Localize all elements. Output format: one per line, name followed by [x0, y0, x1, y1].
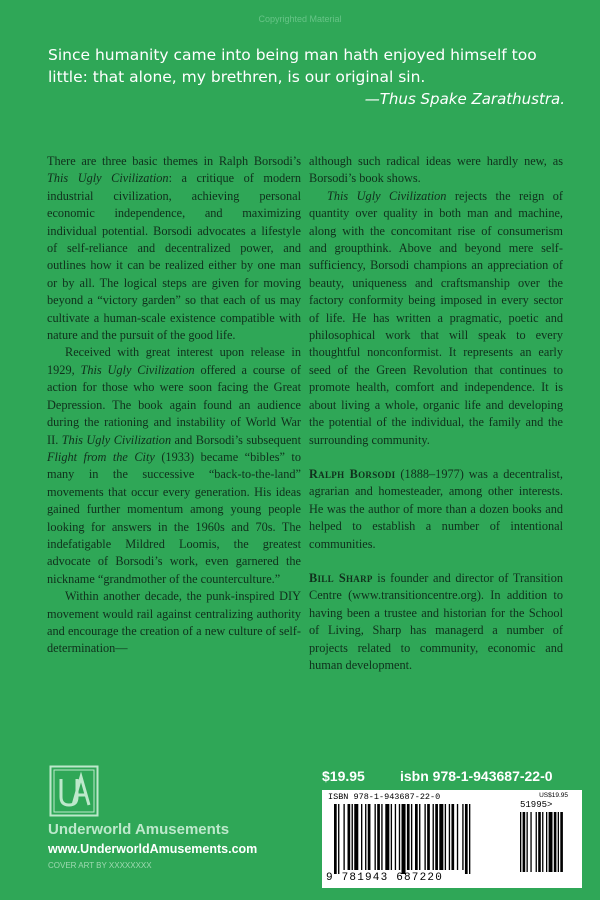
book-title: This Ugly Civilization — [47, 171, 169, 186]
epigraph-quote: Since humanity came into being man hath enjoyed himself too little: that alone, my brethren, is our original sin. — [48, 46, 537, 86]
barcode-addon-bar — [558, 812, 559, 872]
barcode-bar — [348, 804, 351, 870]
barcode-bar — [354, 804, 358, 870]
text-run: There are three basic themes in Ralph Borsodi’s — [47, 154, 301, 168]
publisher-url: www.UnderworldAmusements.com — [48, 842, 258, 856]
barcode-addon-bar — [527, 812, 528, 872]
barcode-addon-bar — [560, 812, 563, 872]
barcode-bar — [433, 804, 434, 870]
body-paragraph — [47, 153, 301, 344]
barcode-bar — [365, 804, 366, 870]
epigraph-attribution: —Thus Spake Zarathustra. — [364, 90, 565, 108]
barcode — [322, 790, 582, 888]
barcode-bar — [375, 804, 376, 870]
barcode-addon-bar — [536, 812, 537, 872]
barcode-digits: 9 781943 687220 — [326, 872, 444, 884]
editor-bio — [309, 570, 563, 674]
text-run: although such radical ideas were hardly new, as Borsodi’s book shows. — [309, 154, 563, 186]
barcode-bar — [407, 804, 410, 870]
barcode-bar — [352, 804, 353, 870]
barcode-bar — [385, 804, 389, 870]
barcode-isbn: ISBN 978-1-943687-22-0 — [328, 792, 441, 802]
text-run: Received with great interest upon release in 1929, — [47, 345, 301, 377]
book-title: This Ugly Civilization — [80, 362, 195, 377]
barcode-bar — [395, 804, 396, 870]
barcode-bar — [361, 804, 362, 870]
text-run: offered a course of action for those who were soon facing the Great Depression. The book again found an audience during the rationing and instability of World War II. — [47, 362, 301, 447]
barcode-addon-bar — [538, 812, 541, 872]
barcode-bar — [451, 804, 454, 870]
text-run: Within another decade, the punk-inspired DIY movement would rail against centralizing authority and encourage the creation of a new culture of self-determination— — [47, 589, 301, 656]
publisher-logo-icon — [49, 765, 99, 817]
barcode-bar — [368, 804, 371, 870]
body-paragraph — [47, 344, 301, 588]
barcode-addon-bar — [520, 812, 521, 872]
book-title: Flight from the City — [47, 449, 155, 464]
barcode-addon-bar — [530, 812, 531, 872]
barcode-bar — [419, 804, 420, 870]
text-run: is founder and director of Transition Centre (www.transitioncentre.org). In addition to having been a trustee and historian for the School of Living, Sharp has managerd a number of projects related to community, economic and human development. — [309, 570, 563, 672]
body-paragraph — [309, 188, 563, 449]
barcode-bar — [424, 804, 425, 870]
barcode-bar — [377, 804, 380, 870]
text-run: (1933) became “bibles” to many in the successive “back-to-the-land” movements that occur every generation. His ideas gained further momentum among young people looking for answers in the 1960s and 70s. The indefatigable Mildred Loomis, the greatest advocate of Borsodi’s work, even garnered the nickname “grandmother of the counterculture.” — [47, 449, 302, 586]
book-title: This Ugly Civilization — [327, 188, 447, 203]
editor-name: Bill Sharp — [309, 570, 373, 585]
copyright-watermark: Copyrighted Material — [258, 14, 342, 24]
barcode-bar — [469, 804, 470, 874]
publisher-name: Underworld Amusements — [48, 821, 230, 838]
price-label: $19.95 — [322, 768, 365, 784]
text-run: rejects the reign of quantity over quality in both man and machine, along with the concomitant rise of consumerism and groupthink. Above and beyond mere self-sufficiency, Borsodi champions an appreciation of beauty, uniqueness and craftsmanship over the factory conformity being imposed in every sector of life. He has written a pragmatic, poetic and philosophical work that will speak to every thoughtful nonconformist. It represents an early seed of the Green Revolution that continues to promote health, comfort and independence. It is about living a whole, organic life and developing the potential of the individual, the family and the surrounding community. — [309, 188, 563, 447]
barcode-bar — [391, 804, 392, 870]
body-paragraph — [47, 588, 301, 658]
barcode-addon-bar — [554, 812, 557, 872]
isbn-label: isbn 978-1-943687-22-0 — [400, 768, 553, 784]
barcode-addon-bar — [523, 812, 526, 872]
barcode-bar — [435, 804, 438, 870]
barcode-bar — [457, 804, 458, 870]
left-text-column — [47, 153, 301, 658]
barcode-addon-bar — [549, 812, 553, 872]
author-bio — [309, 466, 563, 553]
text-run: (1888–1977) was a decentralist, agrarian and homesteader, among other interests. He was the author of more than a dozen books and helped to establish a number of intentional communities. — [309, 466, 563, 551]
text-run: and Borsodi’s subsequent — [171, 432, 301, 447]
barcode-bar — [411, 804, 412, 870]
body-paragraph — [309, 153, 563, 188]
barcode-price: US$19.95 — [539, 792, 568, 799]
barcode-bar — [439, 804, 443, 870]
barcode-bar — [427, 804, 430, 870]
barcode-bar — [449, 804, 450, 870]
author-name: Ralph Borsodi — [309, 466, 396, 481]
barcode-bar — [465, 804, 468, 874]
barcode-bar — [402, 804, 406, 874]
book-title: This Ugly Civilization — [61, 432, 172, 447]
barcode-bar — [381, 804, 382, 870]
barcode-bar — [399, 804, 400, 870]
barcode-addon-digits: 51995> — [520, 800, 553, 810]
barcode-addon-bar — [546, 812, 547, 872]
barcode-bar — [462, 804, 463, 870]
cover-credit: COVER ART BY XXXXXXXX — [48, 861, 152, 870]
barcode-bar — [343, 804, 344, 870]
barcode-bar — [445, 804, 446, 870]
barcode-bar — [415, 804, 418, 870]
barcode-bar — [334, 804, 337, 874]
barcode-addon-bar — [542, 812, 543, 872]
text-run: : a critique of modern industrial civilization, achieving personal economic independence, and maximizing individual potential. Borsodi advocates a lifestyle of self-reliance and decentralized power, and outlines how it can be realized either by one man or by all. The logical steps are given for moving beyond a “victory garden” so that each of us may cultivate a human-scale existence compatible with nature and the pursuit of the good life. — [47, 171, 301, 343]
right-text-column — [309, 153, 563, 674]
barcode-bar — [338, 804, 339, 874]
